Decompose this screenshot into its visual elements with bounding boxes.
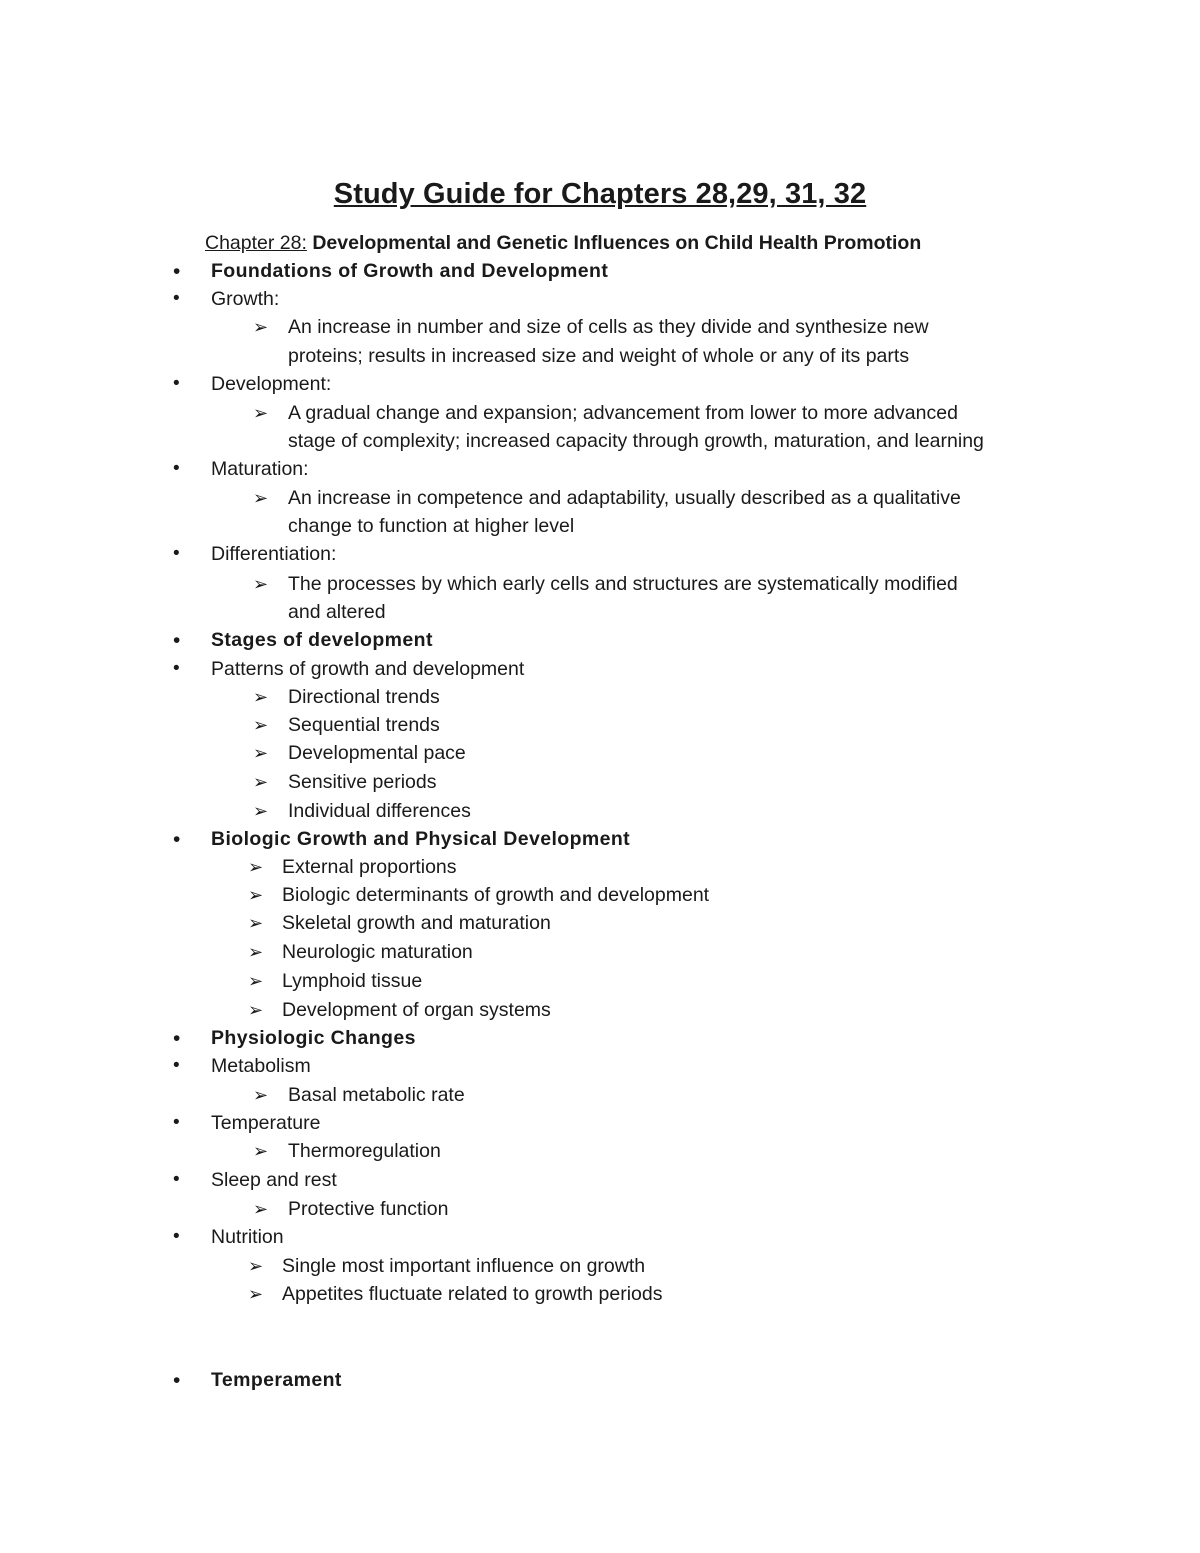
- sub-item: Development of organ systems: [282, 999, 551, 1021]
- definition-line: stage of complexity; increased capacity through growth, maturation, and learning: [288, 430, 984, 452]
- sub-item: Sequential trends: [288, 714, 440, 736]
- arrow-bullet-icon: ➢: [253, 1085, 269, 1105]
- arrow-bullet-icon: ➢: [253, 1199, 269, 1219]
- chapter-heading: [205, 229, 921, 257]
- list-item-physiologic: Physiologic Changes: [211, 1027, 416, 1049]
- arrow-bullet-icon: ➢: [248, 1256, 264, 1276]
- chapter-subtitle: Developmental and Genetic Influences on Child Health Promotion: [312, 232, 922, 254]
- bullet-icon: •: [173, 373, 180, 394]
- definition-line: An increase in number and size of cells as they divide and synthesize new: [288, 316, 929, 338]
- bullet-icon: •: [173, 260, 181, 283]
- bullet-icon: •: [173, 1369, 181, 1392]
- bullet-icon: •: [173, 1169, 180, 1190]
- bullet-icon: •: [173, 1055, 180, 1076]
- arrow-bullet-icon: ➢: [253, 488, 269, 508]
- arrow-bullet-icon: ➢: [248, 885, 264, 905]
- arrow-bullet-icon: ➢: [253, 743, 269, 763]
- bullet-icon: •: [173, 458, 180, 479]
- arrow-bullet-icon: ➢: [253, 574, 269, 594]
- sub-item: Developmental pace: [288, 742, 466, 764]
- definition-line: The processes by which early cells and structures are systematically modified: [288, 573, 958, 595]
- arrow-bullet-icon: ➢: [248, 913, 264, 933]
- bullet-icon: •: [173, 288, 180, 309]
- definition-line: An increase in competence and adaptability, usually described as a qualitative: [288, 487, 961, 509]
- sub-item: Protective function: [288, 1198, 449, 1220]
- list-item-metabolism: Metabolism: [211, 1055, 311, 1077]
- arrow-bullet-icon: ➢: [248, 857, 264, 877]
- arrow-bullet-icon: ➢: [248, 971, 264, 991]
- definition-line: change to function at higher level: [288, 515, 575, 537]
- bullet-icon: •: [173, 1027, 181, 1050]
- sub-item: Biologic determinants of growth and development: [282, 884, 710, 906]
- list-item-temperature: Temperature: [211, 1112, 321, 1134]
- list-item-nutrition: Nutrition: [211, 1226, 284, 1248]
- arrow-bullet-icon: ➢: [248, 1000, 264, 1020]
- chapter-label: Chapter 28:: [205, 232, 307, 254]
- list-item-growth: Growth:: [211, 288, 280, 310]
- sub-item: Sensitive periods: [288, 771, 437, 793]
- arrow-bullet-icon: ➢: [248, 1284, 264, 1304]
- list-item-development: Development:: [211, 373, 332, 395]
- bullet-icon: •: [173, 1226, 180, 1247]
- bullet-icon: •: [173, 1112, 180, 1133]
- arrow-bullet-icon: ➢: [253, 687, 269, 707]
- sub-item: Appetites fluctuate related to growth periods: [282, 1283, 663, 1305]
- sub-item: Individual differences: [288, 800, 471, 822]
- arrow-bullet-icon: ➢: [253, 715, 269, 735]
- arrow-bullet-icon: ➢: [253, 772, 269, 792]
- sub-item: Thermoregulation: [288, 1140, 441, 1162]
- arrow-bullet-icon: ➢: [248, 942, 264, 962]
- sub-item: Basal metabolic rate: [288, 1084, 465, 1106]
- sub-item: Neurologic maturation: [282, 941, 473, 963]
- arrow-bullet-icon: ➢: [253, 801, 269, 821]
- list-item-temperament: Temperament: [211, 1369, 342, 1391]
- definition-line: proteins; results in increased size and weight of whole or any of its parts: [288, 345, 910, 367]
- list-item-patterns: Patterns of growth and development: [211, 658, 525, 680]
- bullet-icon: •: [173, 543, 180, 564]
- list-item-stages: Stages of development: [211, 629, 433, 651]
- bullet-icon: •: [173, 828, 181, 851]
- sub-item: Skeletal growth and maturation: [282, 912, 551, 934]
- list-item-maturation: Maturation:: [211, 458, 309, 480]
- list-item-foundations: Foundations of Growth and Development: [211, 260, 609, 282]
- sub-item: Single most important influence on growth: [282, 1255, 646, 1277]
- list-item-sleep: Sleep and rest: [211, 1169, 337, 1191]
- bullet-icon: •: [173, 658, 180, 679]
- sub-item: Directional trends: [288, 686, 440, 708]
- definition-line: A gradual change and expansion; advancement from lower to more advanced: [288, 402, 958, 424]
- list-item-biologic: Biologic Growth and Physical Development: [211, 828, 631, 850]
- list-item-differentiation: Differentiation:: [211, 543, 337, 565]
- arrow-bullet-icon: ➢: [253, 403, 269, 423]
- definition-line: and altered: [288, 601, 386, 623]
- arrow-bullet-icon: ➢: [253, 1141, 269, 1161]
- document-title: Study Guide for Chapters 28,29, 31, 32: [333, 178, 867, 210]
- sub-item: Lymphoid tissue: [282, 970, 423, 992]
- arrow-bullet-icon: ➢: [253, 317, 269, 337]
- sub-item: External proportions: [282, 856, 457, 878]
- bullet-icon: •: [173, 629, 181, 652]
